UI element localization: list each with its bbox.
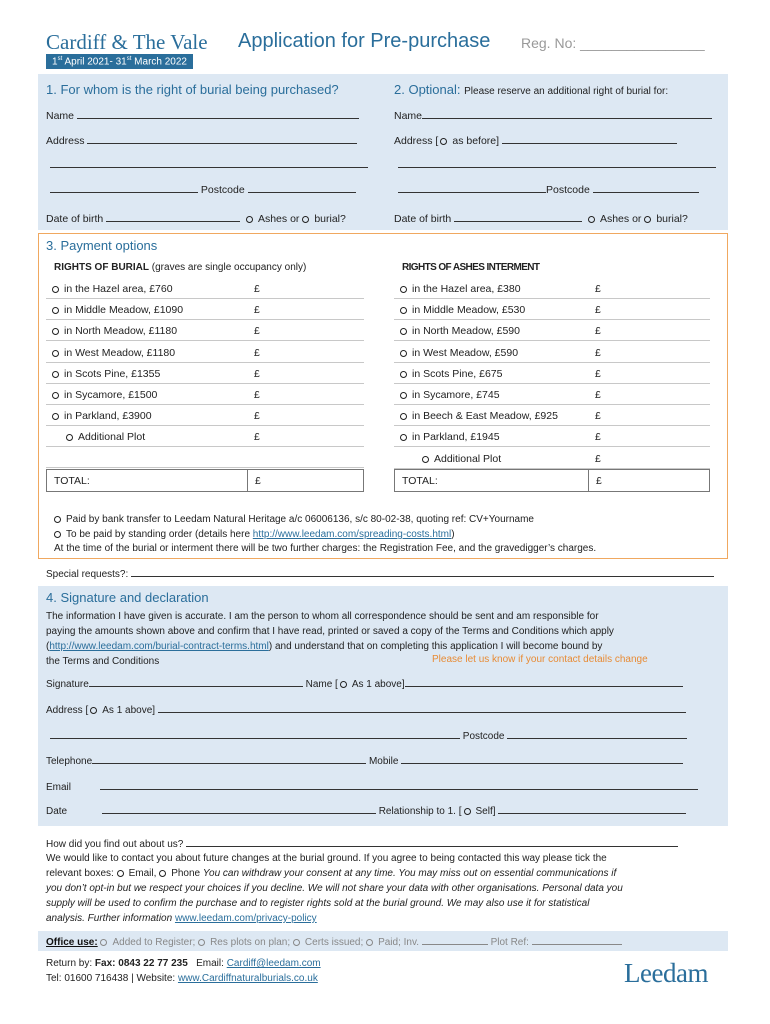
burial-option-row[interactable]: Additional Plot £ <box>46 427 364 447</box>
burial-option-radio[interactable] <box>52 413 59 420</box>
s2-name-field[interactable]: Name <box>394 109 719 122</box>
burial-option-row[interactable]: in Scots Pine, £1355 £ <box>46 364 364 384</box>
s1-ashes-radio[interactable] <box>246 216 253 223</box>
leedam-logo: Leedam <box>624 958 708 988</box>
section-4-title: 4. Signature and declaration <box>46 590 209 605</box>
email-field[interactable]: Email <box>46 780 698 793</box>
s1-dob-field[interactable]: Date of birth Ashes or burial? <box>46 213 346 225</box>
how-found-field[interactable]: How did you find out about us? <box>46 837 678 850</box>
consent-email-checkbox[interactable] <box>117 870 124 877</box>
office-use-checkbox[interactable]: Certs issued; <box>290 937 363 948</box>
burial-option-radio[interactable] <box>52 350 59 357</box>
ashes-option-radio[interactable] <box>400 307 407 314</box>
s1-postcode-field[interactable]: Postcode <box>50 183 356 196</box>
ashes-option-row[interactable]: in Middle Meadow, £530 £ <box>394 300 710 320</box>
burial-option-row[interactable]: in Middle Meadow, £1090 £ <box>46 300 364 320</box>
office-use-checkbox[interactable]: Res plots on plan; <box>195 937 290 948</box>
reg-no-label: Reg. No: <box>521 35 577 51</box>
burial-option-radio[interactable] <box>52 286 59 293</box>
signature-field[interactable]: Signature Name [ As 1 above] <box>46 677 683 690</box>
privacy-policy-link[interactable]: www.leedam.com/privacy-policy <box>174 913 317 924</box>
section-1-2-panel <box>38 74 728 230</box>
burial-option-row[interactable]: in West Meadow, £1180 £ <box>46 343 364 363</box>
burial-option-row[interactable]: in North Meadow, £1180 £ <box>46 321 364 341</box>
ashes-option-radio[interactable] <box>400 286 407 293</box>
s2-address-line2[interactable] <box>398 158 716 171</box>
s4-address-field[interactable]: Address [ As 1 above] <box>46 703 686 716</box>
ashes-option-radio[interactable] <box>400 413 407 420</box>
s1-address-field[interactable]: Address <box>46 134 371 147</box>
ashes-option-row[interactable]: in West Meadow, £590 £ <box>394 343 710 363</box>
ashes-option-row[interactable]: Additional Plot £ <box>394 449 710 469</box>
s2-postcode-field[interactable]: Postcode <box>398 183 699 196</box>
declaration-text: The information I have given is accurate. I am the person to whom all correspondence should be sent and am responsible for paying the amounts shown above and confirm that I have read, printed or saved a copy of the Terms and Conditions which apply (http://www.leedam.com/burial-contract-terms.html) and understand that on completing this application I will become bound by the Terms and Conditions <box>46 611 614 667</box>
burial-option-row[interactable]: in the Hazel area, £760 £ <box>46 279 364 299</box>
s2-burial-radio[interactable] <box>644 216 651 223</box>
s2-ashes-radio[interactable] <box>588 216 595 223</box>
plot-ref-label: Plot Ref: <box>490 937 529 948</box>
office-use-checkbox[interactable]: Paid; Inv. <box>363 937 419 948</box>
date-field[interactable]: Date Relationship to 1. [ Self] <box>46 804 686 817</box>
ashes-heading: RIGHTS OF ASHES INTERMENT <box>402 262 540 273</box>
ashes-total-box[interactable] <box>394 469 710 492</box>
terms-link[interactable]: http://www.leedam.com/burial-contract-terms.html <box>49 641 269 652</box>
ashes-option-radio[interactable] <box>400 434 407 441</box>
s2-as-before-radio[interactable] <box>440 138 447 145</box>
ashes-option-radio[interactable] <box>400 350 407 357</box>
burial-option-radio[interactable] <box>52 371 59 378</box>
burial-option-radio[interactable] <box>66 434 73 441</box>
charges-note: At the time of the burial or interment there will be two further charges: the Registration Fee, and the gravedigger’s charges. <box>54 543 597 554</box>
ashes-option-row[interactable]: in North Meadow, £590 £ <box>394 321 710 341</box>
name-as-above-radio[interactable] <box>340 681 347 688</box>
pay-transfer-option[interactable]: Paid by bank transfer to Leedam Natural Heritage a/c 06006136, s/c 80-02-38, quoting ref: CV+Yourname <box>54 514 534 525</box>
ashes-option-radio[interactable] <box>422 456 429 463</box>
office-use-checkbox[interactable]: Added to Register; <box>100 937 195 948</box>
section-2-title: 2. Optional: Please reserve an additional right of burial for: <box>394 82 669 97</box>
s2-address-field[interactable]: Address [ as before] <box>394 134 719 147</box>
ashes-option-row[interactable]: in Parkland, £1945 £ <box>394 427 710 447</box>
address-as-above-radio[interactable] <box>90 707 97 714</box>
ashes-option-radio[interactable] <box>400 371 407 378</box>
return-line: Return by: Fax: 0843 22 77 235 Email: Cardiff@leedam.com <box>46 958 321 969</box>
burial-option-row[interactable]: in Sycamore, £1500 £ <box>46 385 364 405</box>
email-link[interactable]: Cardiff@leedam.com <box>226 958 321 969</box>
ashes-option-radio[interactable] <box>400 328 407 335</box>
relationship-self-radio[interactable] <box>464 808 471 815</box>
ashes-total-pound: £ <box>596 475 602 487</box>
reg-no[interactable]: Reg. No: ________________ <box>521 35 705 51</box>
date-range: 1st April 2021- 31st March 2022 <box>46 54 193 69</box>
burial-option-radio[interactable] <box>52 328 59 335</box>
s1-burial-radio[interactable] <box>302 216 309 223</box>
ashes-option-row[interactable]: in Beech & East Meadow, £925 £ <box>394 406 710 426</box>
tel-line: Tel: 01600 716438 | Website: www.Cardiffnaturalburials.co.uk <box>46 973 318 984</box>
contact-consent: We would like to contact you about future changes at the burial ground. If you agree to being contacted this way please tick the relevant boxes: Email, Phone You can withdraw your consent at any time. You may miss out on essential communications if you don’t opt-in but we respect your choices if you decline. We will not share your data with other organisations. Personal data you supply will be used to confirm the purchase and to register rights sold at the burial ground. We may also use it for statistical analysis. Further information www.leedam.com/privacy-policy <box>46 853 623 924</box>
consent-phone-checkbox[interactable] <box>159 870 166 877</box>
burial-total-box[interactable] <box>46 469 364 492</box>
contact-change-note: Please let us know if your contact details change <box>432 654 648 665</box>
burial-option-radio[interactable] <box>52 392 59 399</box>
ashes-option-row[interactable]: in Sycamore, £745 £ <box>394 385 710 405</box>
section-1-title: 1. For whom is the right of burial being purchased? <box>46 82 339 97</box>
form-title: Application for Pre-purchase <box>238 30 491 52</box>
s2-dob-field[interactable]: Date of birth Ashes or burial? <box>394 213 688 225</box>
pay-standing-option[interactable]: To be paid by standing order (details here http://www.leedam.com/spreading-costs.html) <box>54 529 455 540</box>
burial-heading: RIGHTS OF BURIAL (graves are single occupancy only) <box>54 262 307 273</box>
section-3-title: 3. Payment options <box>46 238 158 253</box>
burial-option-row[interactable]: in Parkland, £3900 £ <box>46 406 364 426</box>
website-link[interactable]: www.Cardiffnaturalburials.co.uk <box>177 973 318 984</box>
office-use-row: Office use: Added to Register; Res plots on plan; Certs issued; Paid; Inv. Plot Ref: <box>46 935 622 948</box>
burial-empty-row <box>46 448 364 468</box>
s1-name-field[interactable]: Name <box>46 109 371 122</box>
ashes-option-row[interactable]: in Scots Pine, £675 £ <box>394 364 710 384</box>
telephone-field[interactable]: Telephone Mobile <box>46 754 683 767</box>
s4-postcode-field[interactable]: Postcode <box>50 729 687 742</box>
ashes-option-radio[interactable] <box>400 392 407 399</box>
burial-option-radio[interactable] <box>52 307 59 314</box>
spreading-costs-link[interactable]: http://www.leedam.com/spreading-costs.html <box>252 529 452 540</box>
s1-address-line2[interactable] <box>50 158 368 171</box>
burial-total-label: TOTAL: <box>54 475 90 487</box>
ashes-option-row[interactable]: in the Hazel area, £380 £ <box>394 279 710 299</box>
venue-title: Cardiff & The Vale <box>46 30 208 54</box>
special-requests-field[interactable]: Special requests?: <box>46 567 714 580</box>
ashes-total-label: TOTAL: <box>402 475 438 487</box>
burial-total-pound: £ <box>255 475 261 487</box>
